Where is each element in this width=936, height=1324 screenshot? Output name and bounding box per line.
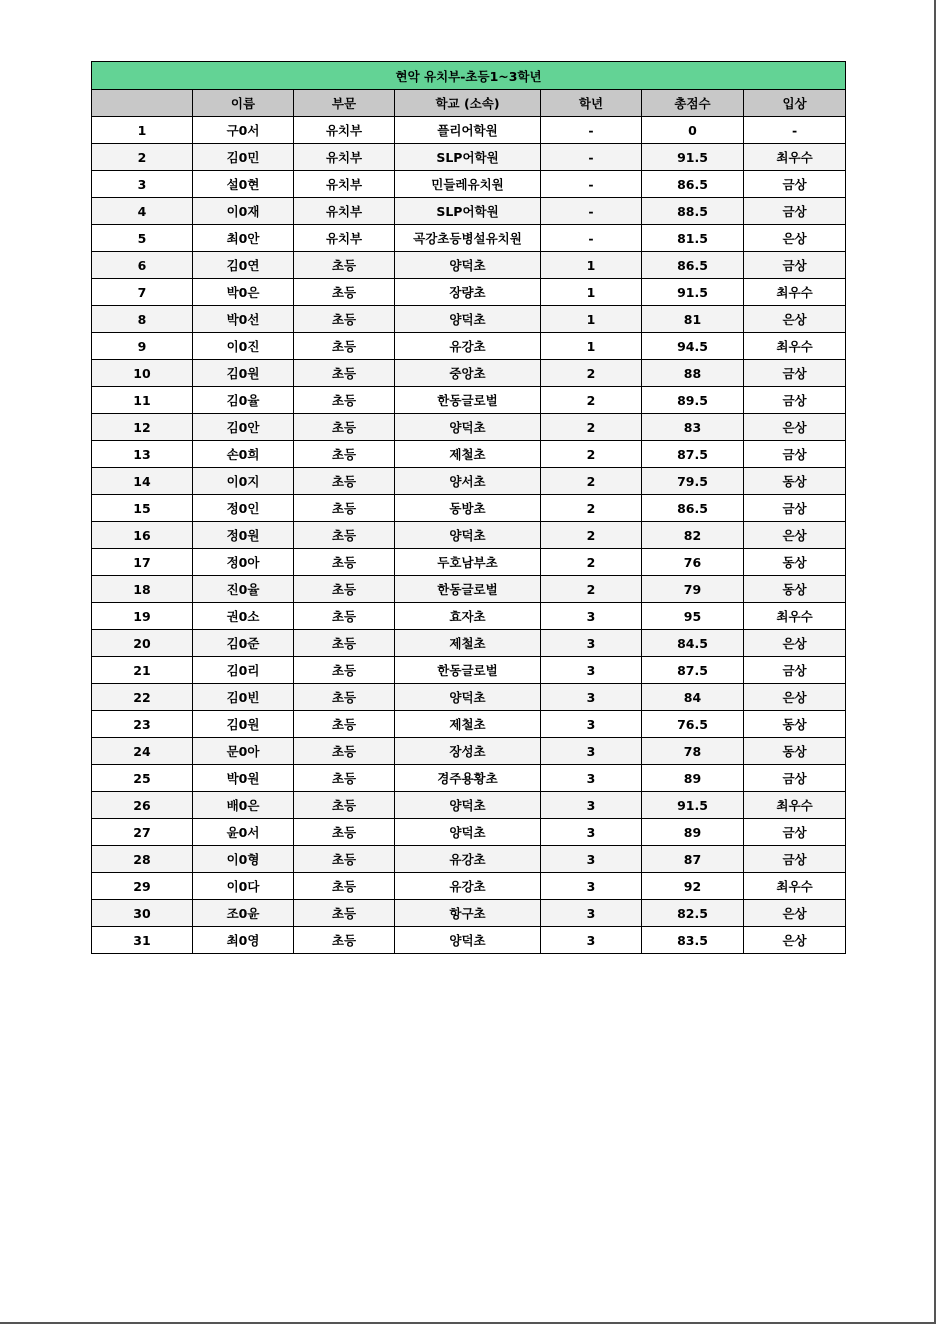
- table-row: [92, 171, 846, 198]
- cell-name: 진0율: [193, 576, 294, 603]
- cell-division: 초등: [294, 468, 395, 495]
- cell-grade: 2: [541, 576, 642, 603]
- cell-division: 유치부: [294, 144, 395, 171]
- cell-total-score: 91.5: [642, 279, 744, 306]
- cell-division: 초등: [294, 414, 395, 441]
- cell-number: 11: [92, 387, 193, 414]
- cell-school: 유강초: [395, 873, 541, 900]
- table-row: [92, 900, 846, 927]
- cell-name: 김0율: [193, 387, 294, 414]
- table-row: [92, 252, 846, 279]
- cell-number: 21: [92, 657, 193, 684]
- table-header-row: [92, 90, 846, 117]
- cell-school: 제철초: [395, 630, 541, 657]
- cell-name: 구0서: [193, 117, 294, 144]
- cell-name: 이0진: [193, 333, 294, 360]
- cell-award: 은상: [744, 927, 846, 954]
- cell-total-score: 79: [642, 576, 744, 603]
- cell-award: 은상: [744, 684, 846, 711]
- table-row: [92, 387, 846, 414]
- cell-total-score: 91.5: [642, 144, 744, 171]
- cell-grade: 3: [541, 630, 642, 657]
- cell-award: 은상: [744, 306, 846, 333]
- cell-award: 금상: [744, 846, 846, 873]
- cell-name: 이0재: [193, 198, 294, 225]
- cell-grade: 3: [541, 819, 642, 846]
- cell-school: 양덕초: [395, 684, 541, 711]
- cell-name: 김0민: [193, 144, 294, 171]
- table-row: [92, 927, 846, 954]
- cell-division: 초등: [294, 657, 395, 684]
- cell-name: 정0아: [193, 549, 294, 576]
- cell-name: 김0안: [193, 414, 294, 441]
- cell-school: 양덕초: [395, 414, 541, 441]
- cell-name: 배0은: [193, 792, 294, 819]
- cell-division: 초등: [294, 873, 395, 900]
- cell-division: 유치부: [294, 117, 395, 144]
- cell-division: 초등: [294, 927, 395, 954]
- header-total-score: 총점수: [642, 90, 744, 117]
- header-school: 학교 (소속): [395, 90, 541, 117]
- cell-award: 동상: [744, 468, 846, 495]
- cell-total-score: 86.5: [642, 495, 744, 522]
- cell-name: 김0빈: [193, 684, 294, 711]
- cell-number: 22: [92, 684, 193, 711]
- table-row: [92, 711, 846, 738]
- cell-school: 제철초: [395, 441, 541, 468]
- cell-grade: 3: [541, 765, 642, 792]
- cell-number: 26: [92, 792, 193, 819]
- table-row: [92, 549, 846, 576]
- cell-number: 12: [92, 414, 193, 441]
- cell-award: 금상: [744, 495, 846, 522]
- cell-division: 초등: [294, 441, 395, 468]
- cell-grade: 2: [541, 495, 642, 522]
- cell-award: 금상: [744, 387, 846, 414]
- cell-school: 동방초: [395, 495, 541, 522]
- cell-number: 19: [92, 603, 193, 630]
- cell-grade: 1: [541, 252, 642, 279]
- cell-name: 김0준: [193, 630, 294, 657]
- cell-grade: 2: [541, 387, 642, 414]
- table-row: [92, 576, 846, 603]
- header-award: 입상: [744, 90, 846, 117]
- cell-number: 28: [92, 846, 193, 873]
- cell-number: 13: [92, 441, 193, 468]
- cell-grade: -: [541, 198, 642, 225]
- cell-total-score: 82.5: [642, 900, 744, 927]
- cell-total-score: 86.5: [642, 252, 744, 279]
- table-row: [92, 819, 846, 846]
- cell-school: 장성초: [395, 738, 541, 765]
- cell-grade: 2: [541, 441, 642, 468]
- cell-grade: 2: [541, 549, 642, 576]
- cell-name: 이0다: [193, 873, 294, 900]
- cell-division: 초등: [294, 279, 395, 306]
- table-row: [92, 657, 846, 684]
- cell-total-score: 89.5: [642, 387, 744, 414]
- cell-grade: 2: [541, 360, 642, 387]
- table-row: [92, 198, 846, 225]
- cell-grade: -: [541, 171, 642, 198]
- cell-grade: 2: [541, 414, 642, 441]
- table-row: [92, 684, 846, 711]
- cell-award: 최우수: [744, 792, 846, 819]
- cell-total-score: 83.5: [642, 927, 744, 954]
- cell-total-score: 95: [642, 603, 744, 630]
- cell-division: 초등: [294, 387, 395, 414]
- cell-number: 2: [92, 144, 193, 171]
- cell-school: 양덕초: [395, 522, 541, 549]
- cell-school: 유강초: [395, 333, 541, 360]
- cell-name: 김0리: [193, 657, 294, 684]
- cell-total-score: 81: [642, 306, 744, 333]
- cell-total-score: 87.5: [642, 441, 744, 468]
- cell-name: 윤0서: [193, 819, 294, 846]
- cell-award: 최우수: [744, 873, 846, 900]
- cell-grade: 3: [541, 684, 642, 711]
- cell-division: 초등: [294, 900, 395, 927]
- cell-total-score: 78: [642, 738, 744, 765]
- cell-school: 양덕초: [395, 306, 541, 333]
- table-row: [92, 495, 846, 522]
- cell-school: 한동글로벌: [395, 387, 541, 414]
- table-title-row: [92, 62, 846, 90]
- cell-number: 30: [92, 900, 193, 927]
- cell-school: 항구초: [395, 900, 541, 927]
- cell-grade: 1: [541, 279, 642, 306]
- cell-division: 초등: [294, 792, 395, 819]
- cell-number: 10: [92, 360, 193, 387]
- cell-division: 초등: [294, 765, 395, 792]
- cell-award: 은상: [744, 630, 846, 657]
- cell-grade: 1: [541, 306, 642, 333]
- table-row: [92, 873, 846, 900]
- results-table: [91, 61, 846, 954]
- table-row: [92, 117, 846, 144]
- cell-grade: 3: [541, 657, 642, 684]
- cell-total-score: 91.5: [642, 792, 744, 819]
- cell-division: 유치부: [294, 171, 395, 198]
- cell-number: 5: [92, 225, 193, 252]
- cell-award: 은상: [744, 900, 846, 927]
- cell-number: 17: [92, 549, 193, 576]
- cell-award: 동상: [744, 549, 846, 576]
- cell-school: 중앙초: [395, 360, 541, 387]
- table-row: [92, 441, 846, 468]
- cell-name: 설0현: [193, 171, 294, 198]
- cell-total-score: 76.5: [642, 711, 744, 738]
- cell-name: 이0지: [193, 468, 294, 495]
- cell-number: 20: [92, 630, 193, 657]
- cell-division: 초등: [294, 630, 395, 657]
- cell-total-score: 82: [642, 522, 744, 549]
- cell-grade: 3: [541, 873, 642, 900]
- cell-award: 금상: [744, 657, 846, 684]
- table-row: [92, 738, 846, 765]
- table-row: [92, 792, 846, 819]
- cell-name: 권0소: [193, 603, 294, 630]
- cell-total-score: 92: [642, 873, 744, 900]
- cell-name: 최0영: [193, 927, 294, 954]
- header-division: 부문: [294, 90, 395, 117]
- cell-total-score: 89: [642, 765, 744, 792]
- table-row: [92, 603, 846, 630]
- cell-number: 23: [92, 711, 193, 738]
- cell-name: 이0형: [193, 846, 294, 873]
- cell-award: 최우수: [744, 144, 846, 171]
- cell-division: 유치부: [294, 225, 395, 252]
- cell-division: 초등: [294, 306, 395, 333]
- cell-total-score: 79.5: [642, 468, 744, 495]
- cell-division: 초등: [294, 576, 395, 603]
- table-row: [92, 414, 846, 441]
- cell-award: 동상: [744, 711, 846, 738]
- cell-number: 31: [92, 927, 193, 954]
- cell-school: SLP어학원: [395, 144, 541, 171]
- cell-grade: -: [541, 225, 642, 252]
- cell-school: 유강초: [395, 846, 541, 873]
- cell-name: 정0원: [193, 522, 294, 549]
- cell-name: 박0은: [193, 279, 294, 306]
- cell-number: 7: [92, 279, 193, 306]
- cell-total-score: 88: [642, 360, 744, 387]
- cell-total-score: 84: [642, 684, 744, 711]
- cell-total-score: 84.5: [642, 630, 744, 657]
- cell-grade: 1: [541, 333, 642, 360]
- table-row: [92, 144, 846, 171]
- cell-school: 장량초: [395, 279, 541, 306]
- cell-school: 민들레유치원: [395, 171, 541, 198]
- cell-number: 27: [92, 819, 193, 846]
- header-number: [92, 90, 193, 117]
- cell-grade: 3: [541, 900, 642, 927]
- table-row: [92, 765, 846, 792]
- cell-total-score: 83: [642, 414, 744, 441]
- cell-number: 16: [92, 522, 193, 549]
- cell-award: 금상: [744, 765, 846, 792]
- cell-award: 금상: [744, 171, 846, 198]
- header-grade: 학년: [541, 90, 642, 117]
- cell-division: 초등: [294, 819, 395, 846]
- cell-award: 은상: [744, 522, 846, 549]
- cell-school: 양서초: [395, 468, 541, 495]
- cell-total-score: 94.5: [642, 333, 744, 360]
- cell-division: 초등: [294, 711, 395, 738]
- cell-school: 효자초: [395, 603, 541, 630]
- cell-grade: -: [541, 117, 642, 144]
- cell-school: 한동글로벌: [395, 576, 541, 603]
- table-row: [92, 360, 846, 387]
- cell-division: 초등: [294, 603, 395, 630]
- cell-number: 3: [92, 171, 193, 198]
- cell-school: 경주용황초: [395, 765, 541, 792]
- cell-school: 곡강초등병설유치원: [395, 225, 541, 252]
- cell-total-score: 87: [642, 846, 744, 873]
- cell-number: 15: [92, 495, 193, 522]
- cell-number: 8: [92, 306, 193, 333]
- cell-total-score: 86.5: [642, 171, 744, 198]
- header-name: 이름: [193, 90, 294, 117]
- cell-award: 금상: [744, 441, 846, 468]
- cell-number: 29: [92, 873, 193, 900]
- cell-name: 김0원: [193, 360, 294, 387]
- cell-name: 손0희: [193, 441, 294, 468]
- cell-division: 초등: [294, 738, 395, 765]
- cell-total-score: 88.5: [642, 198, 744, 225]
- cell-school: 플리어학원: [395, 117, 541, 144]
- cell-name: 김0원: [193, 711, 294, 738]
- cell-number: 9: [92, 333, 193, 360]
- cell-total-score: 76: [642, 549, 744, 576]
- cell-award: 동상: [744, 738, 846, 765]
- table-row: [92, 522, 846, 549]
- cell-award: 은상: [744, 414, 846, 441]
- cell-award: 금상: [744, 819, 846, 846]
- cell-grade: 2: [541, 522, 642, 549]
- table-row: [92, 279, 846, 306]
- cell-grade: 3: [541, 792, 642, 819]
- cell-division: 초등: [294, 522, 395, 549]
- cell-grade: 3: [541, 603, 642, 630]
- cell-number: 1: [92, 117, 193, 144]
- cell-division: 초등: [294, 252, 395, 279]
- cell-grade: 2: [541, 468, 642, 495]
- cell-name: 최0안: [193, 225, 294, 252]
- cell-school: 양덕초: [395, 792, 541, 819]
- cell-name: 정0인: [193, 495, 294, 522]
- cell-award: 금상: [744, 252, 846, 279]
- cell-school: 양덕초: [395, 252, 541, 279]
- cell-name: 박0원: [193, 765, 294, 792]
- table-row: [92, 225, 846, 252]
- cell-total-score: 81.5: [642, 225, 744, 252]
- cell-division: 초등: [294, 846, 395, 873]
- cell-number: 4: [92, 198, 193, 225]
- cell-division: 유치부: [294, 198, 395, 225]
- cell-number: 18: [92, 576, 193, 603]
- cell-school: SLP어학원: [395, 198, 541, 225]
- cell-grade: 3: [541, 927, 642, 954]
- cell-school: 두호남부초: [395, 549, 541, 576]
- cell-division: 초등: [294, 495, 395, 522]
- table-title: 현악 유치부-초등1~3학년: [92, 62, 846, 90]
- cell-total-score: 87.5: [642, 657, 744, 684]
- table-row: [92, 468, 846, 495]
- table-row: [92, 630, 846, 657]
- cell-total-score: 0: [642, 117, 744, 144]
- table-body: [92, 117, 846, 954]
- cell-award: 금상: [744, 360, 846, 387]
- cell-award: 금상: [744, 198, 846, 225]
- cell-award: 은상: [744, 225, 846, 252]
- cell-name: 김0연: [193, 252, 294, 279]
- cell-school: 한동글로벌: [395, 657, 541, 684]
- cell-award: 동상: [744, 576, 846, 603]
- cell-school: 양덕초: [395, 819, 541, 846]
- table-row: [92, 846, 846, 873]
- cell-name: 조0윤: [193, 900, 294, 927]
- cell-name: 박0선: [193, 306, 294, 333]
- cell-grade: 3: [541, 738, 642, 765]
- cell-number: 6: [92, 252, 193, 279]
- cell-award: -: [744, 117, 846, 144]
- cell-grade: 3: [541, 711, 642, 738]
- cell-school: 양덕초: [395, 927, 541, 954]
- table-row: [92, 333, 846, 360]
- cell-number: 24: [92, 738, 193, 765]
- cell-division: 초등: [294, 549, 395, 576]
- cell-division: 초등: [294, 333, 395, 360]
- cell-school: 제철초: [395, 711, 541, 738]
- cell-award: 최우수: [744, 603, 846, 630]
- cell-grade: 3: [541, 846, 642, 873]
- cell-award: 최우수: [744, 279, 846, 306]
- cell-award: 최우수: [744, 333, 846, 360]
- cell-division: 초등: [294, 360, 395, 387]
- cell-name: 문0아: [193, 738, 294, 765]
- cell-grade: -: [541, 144, 642, 171]
- cell-number: 25: [92, 765, 193, 792]
- cell-division: 초등: [294, 684, 395, 711]
- cell-number: 14: [92, 468, 193, 495]
- table-row: [92, 306, 846, 333]
- cell-total-score: 89: [642, 819, 744, 846]
